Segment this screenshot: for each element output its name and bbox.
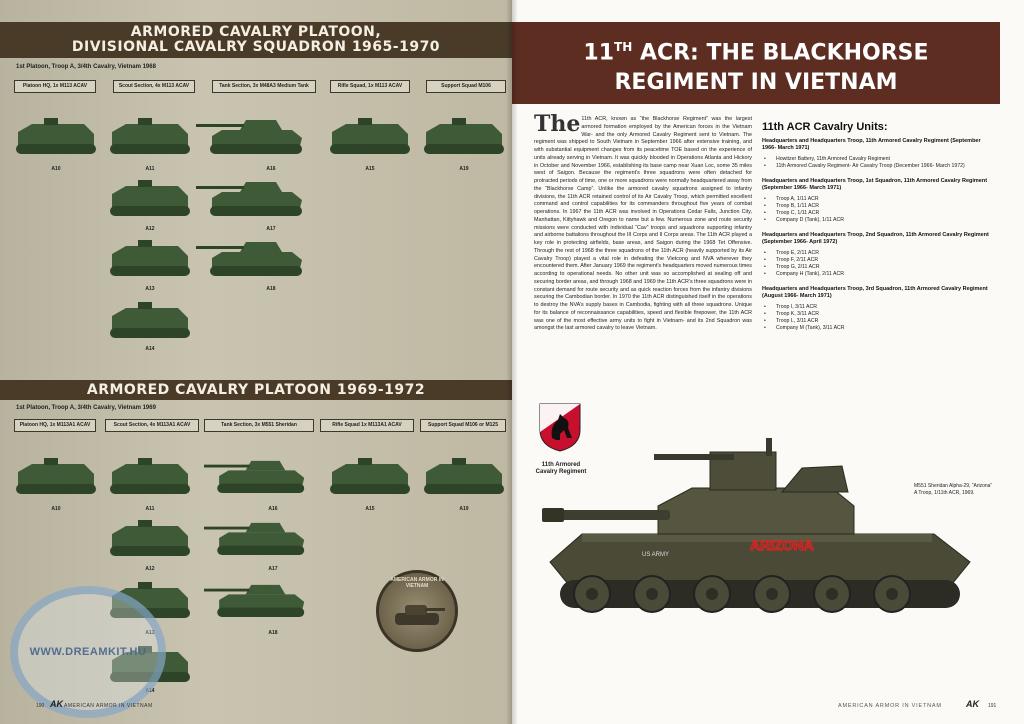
- vehicle-serial: US ARMY: [642, 552, 670, 558]
- book-medal-logo: [376, 570, 458, 652]
- vehicle-label: A14: [145, 346, 155, 352]
- right-page-number: 191: [988, 703, 997, 709]
- unit-item: • Company D (Tank), 1/11 ACR: [762, 217, 992, 224]
- unit-group: [762, 286, 992, 332]
- unit-item: • Howitzer Battery, 11th Armored Cavalry Regiment: [762, 156, 992, 163]
- m113-acav-a15: [328, 116, 412, 156]
- vehicle-label: A10: [51, 166, 61, 172]
- section2-header-rifle: Rifle Squad 1x M113A1 ACAV: [320, 419, 414, 432]
- body-text: [534, 111, 752, 333]
- crest-caption-line2: Cavalry Regiment: [535, 469, 587, 475]
- unit-item: • Troop E, 2/11 ACR: [762, 250, 992, 257]
- unit-group: [762, 138, 992, 170]
- section1-header-platoon: Platoon HQ, 1x M113 ACAV: [14, 80, 96, 93]
- unit-item: • Troop I, 3/11 ACR: [762, 304, 992, 311]
- section2-subtitle: 1st Platoon, Troop A, 3/4th Cavalry, Vietnam 1969: [16, 405, 156, 411]
- unit-head: Headquarters and Headquarters Troop, 1st Squadron, 11th Armored Cavalry Regiment (September 1966- March 1971): [762, 178, 988, 191]
- vehicle-label: A14: [145, 688, 155, 694]
- m113-acav-a12: [108, 178, 192, 218]
- units-list: [762, 138, 992, 340]
- unit-head: Headquarters and Headquarters Troop, 3rd Squadron, 11th Armored Cavalry Regiment (August 1966- March 1971): [762, 286, 988, 299]
- unit-item: • 11th Armored Cavalry Regiment- Air Cavalry Troop (December 1966- March 1972): [762, 163, 992, 170]
- vehicle-label: A16: [266, 166, 276, 172]
- m106-a19: [422, 116, 506, 156]
- m113a1-acav-a10: [14, 456, 98, 496]
- section2-header-row: [14, 419, 506, 432]
- vehicle-label: A17: [268, 566, 278, 572]
- m113a1-acav-a12: [108, 518, 192, 558]
- vehicle-caption-line1: M551 Sheridan Alpha-29, “Arizona”: [914, 483, 993, 489]
- vehicle-label: A11: [145, 506, 155, 512]
- right-footer-logo: AK: [966, 699, 979, 709]
- unit-item: • Company M (Tank), 3/11 ACR: [762, 325, 992, 332]
- left-footer-logo: AK: [50, 699, 63, 709]
- unit-head: Headquarters and Headquarters Troop, 11th Armored Cavalry Regiment (September 1966- March 1971): [762, 138, 981, 151]
- m113-acav-a14: [108, 300, 192, 340]
- wheel-hub: [886, 588, 898, 600]
- vehicle-label: A16: [268, 506, 278, 512]
- m113a1-acav-a15: [328, 456, 412, 496]
- vehicle-label: A19: [459, 506, 469, 512]
- section1-banner: [0, 22, 512, 58]
- vehicle-caption: [914, 483, 1014, 496]
- vehicle-label: A18: [268, 630, 278, 636]
- left-page-number: 190: [36, 703, 45, 709]
- section1-header-tank: Tank Section, 3x M48A3 Medium Tank: [212, 80, 316, 93]
- section1-header-row: [14, 80, 506, 93]
- section1-title-line1: ARMORED CAVALRY PLATOON,: [130, 24, 382, 40]
- vehicle-label: A15: [365, 506, 375, 512]
- chapter-title-banner: [512, 22, 1000, 104]
- right-page: [512, 0, 1024, 724]
- wheel-hub: [646, 588, 658, 600]
- m551-sheridan-illustration: [542, 408, 972, 628]
- m551-sheridan-a18: [204, 580, 308, 620]
- vehicle-label: A17: [266, 226, 276, 232]
- m113-acav-a11: [108, 116, 192, 156]
- section2-header-tank: Tank Section, 3x M551 Sheridan: [204, 419, 314, 432]
- title-line1-rest: ACR: THE BLACKHORSE: [632, 40, 929, 66]
- watermark-badge: [10, 586, 166, 718]
- unit-group: [762, 178, 992, 224]
- m113a1-acav-a11: [108, 456, 192, 496]
- vehicle-label: A12: [145, 566, 155, 572]
- vehicle-marking: ARIZONA: [750, 537, 814, 553]
- m113-acav-a13: [108, 238, 192, 278]
- medal-text: AMERICAN ARMOR IN VIETNAM: [390, 577, 444, 589]
- m551-sheridan-a16: [204, 456, 308, 496]
- unit-item: • Troop C, 1/11 ACR: [762, 210, 992, 217]
- vehicle-label: A11: [145, 166, 155, 172]
- unit-item: • Troop K, 3/11 ACR: [762, 311, 992, 318]
- wheel-hub: [826, 588, 838, 600]
- section2-header-platoon: Platoon HQ, 1x M113A1 ACAV: [14, 419, 96, 432]
- vehicle-label: A19: [459, 166, 469, 172]
- unit-item: • Troop B, 1/11 ACR: [762, 203, 992, 210]
- unit-head: Headquarters and Headquarters Troop, 2nd Squadron, 11th Armored Cavalry Regiment (September 1966- April 1972): [762, 232, 989, 245]
- crest-caption-line1: 11th Armored: [541, 462, 581, 468]
- m48a3-tank-a17: [196, 178, 306, 218]
- section1-title-line2: DIVISIONAL CAVALRY SQUADRON 1965-1970: [71, 39, 441, 55]
- m113-acav-a10: [14, 116, 98, 156]
- right-footer-title: AMERICAN ARMOR IN VIETNAM: [838, 703, 942, 709]
- page-gutter: [506, 0, 518, 724]
- units-title: 11th ACR Cavalry Units:: [762, 121, 888, 133]
- unit-item: • Troop G, 2/11 ACR: [762, 264, 992, 271]
- unit-group: [762, 232, 992, 278]
- m125-a19: [422, 456, 506, 496]
- wheel-hub: [766, 588, 778, 600]
- wheel-hub: [586, 588, 598, 600]
- vehicle-label: A15: [365, 166, 375, 172]
- chapter-title-line1: [512, 32, 1000, 68]
- vehicle-label: A18: [266, 286, 276, 292]
- m48a3-tank-a18: [196, 238, 306, 278]
- section2-header-scout: Scout Section, 4x M113A1 ACAV: [105, 419, 199, 432]
- wheel-hub: [706, 588, 718, 600]
- vehicle-label: A13: [145, 286, 155, 292]
- section1-header-support: Support Squad M106: [426, 80, 506, 93]
- body-paragraph: 11th ACR, known as “the Blackhorse Regiment” was the largest armored formation employed by the American forces in the Vietnam War- and the only Armored Cavalry Regiment sent to Vietnam. The regiment was shipped to South Vietnam in September 1966 after extensive training, and with substantial equipment changes from its peacetime TOE based on the experience of units already serving in Vietnam. It was quickly blooded in Operations Atlanta and Hickory in October and November 1966, establishing its base camp near Xuan Loc, some 35 miles west of Saigon. Because the regiment’s three squadrons were often detached for protracted periods of time, one or more squadrons were normally headquartered away from the “Blackhorse Camp”. Unlike the armored cavalry squadrons assigned to infantry divisions, the 11th ACR retained control of its Air Cavalry Troop, which permitted excellent command and control capabilities for its commanders throughout five years of combat operations. In 1967 the 11th ACR was involved in Operations Cedar Falls, Junction City, Manhattan, Kittyhawk and Oregon to name but a few. Numerous zone and route security missions were conducted with individual “Cav” troops and squadrons supporting infantry and airborne battalions throughout the III Corps and II Corps areas. The 11th ACR played a key role in protecting airfields, base areas, and Saigon during the 1968 Tet Offensive. Through the rest of 1968 the three squadrons of the 11th ACR (heavily supported by its Air Cavalry Troop) played a vital role in defeating the Vietcong and NVA wherever they encountered them. After January 1969 the regiment’s headquarters moved numerous times according to operational needs. No other unit was so accomplished at sealing off and securing border areas, and through 1968 and 1969 the 11th ACR’s three squadrons were in constant demand for route security and as quick reaction forces from the infantry divisions securing the Cambodian border. In 1970 the 11th ACR distinguished itself in the operations to destroy the NVA’s supply bases in Cambodia, fighting with all three squadrons. Unique for its balance of reconnaissance capabilities, speed and flexible firepower, the 11th ACR was one of the most effective army units to fight in Vietnam- and its 2nd Squadron was amongst the last armored cavalry to leave Vietnam.: [534, 116, 752, 332]
- m48a3-tank-a16: [196, 116, 306, 156]
- medal-tank-icon: [379, 573, 455, 649]
- vehicle-label: A12: [145, 226, 155, 232]
- section1-subtitle: 1st Platoon, Troop A, 3/4th Cavalry, Vietnam 1968: [16, 64, 156, 70]
- unit-item: • Troop A, 1/11 ACR: [762, 196, 992, 203]
- chapter-title-line2: REGIMENT IN VIETNAM: [614, 70, 898, 96]
- section1-header-rifle: Rifle Squad, 1x M113 ACAV: [330, 80, 410, 93]
- watermark-text: WWW.DREAMKIT.HU: [29, 646, 147, 658]
- unit-item: • Troop L, 3/11 ACR: [762, 318, 992, 325]
- section2-header-support: Support Squad M106 or M125: [420, 419, 506, 432]
- unit-item: • Troop F, 2/11 ACR: [762, 257, 992, 264]
- unit-item: • Company H (Tank), 2/11 ACR: [762, 271, 992, 278]
- vehicle-label: A10: [51, 506, 61, 512]
- vehicle-caption-line2: A Troop, 1/11th ACR, 1969.: [914, 489, 975, 496]
- dropcap: The: [534, 111, 581, 137]
- section1-header-scout: Scout Section, 4x M113 ACAV: [113, 80, 195, 93]
- vehicle-label: A13: [145, 630, 155, 636]
- section2-banner: ARMORED CAVALRY PLATOON 1969-1972: [0, 380, 512, 400]
- title-number-suffix: TH: [614, 40, 633, 54]
- left-footer-title: AMERICAN ARMOR IN VIETNAM: [64, 703, 153, 709]
- title-number: 11: [583, 40, 615, 66]
- m551-sheridan-a17: [204, 518, 308, 558]
